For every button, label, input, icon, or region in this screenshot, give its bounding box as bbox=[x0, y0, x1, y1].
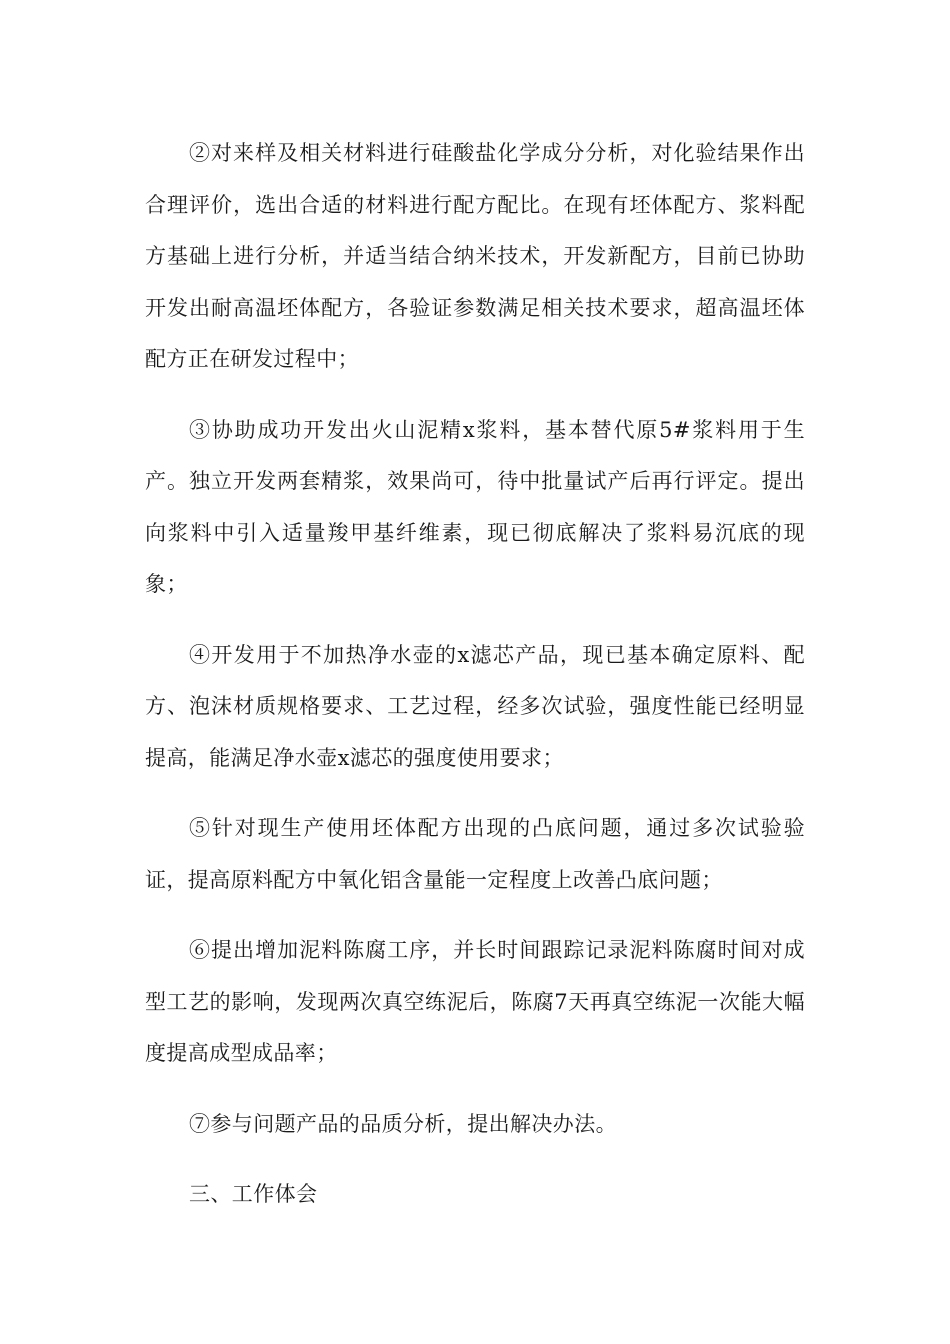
paragraph-item-2: ②对来样及相关材料进行硅酸盐化学成分分析，对化验结果作出合理评价，选出合适的材料进行配方配比。在现有坯体配方、浆料配方基础上进行分析，并适当结合纳米技术，开发新配方，目前已协助开发出耐高温坯体配方，各验证参数满足相关技术要求，超高温坯体配方正在研发过程中； bbox=[145, 141, 805, 371]
section-heading: 三、工作体会 bbox=[189, 1182, 318, 1206]
paragraph-item-7: ⑦参与问题产品的品质分析，提出解决办法。 bbox=[189, 1111, 617, 1136]
paragraph-item-5: ⑤针对现生产使用坯体配方出现的凸底问题，通过多次试验验证，提高原料配方中氧化铝含量能一定程度上改善凸底问题； bbox=[145, 816, 805, 892]
paragraph-item-6: ⑥提出增加泥料陈腐工序，并长时间跟踪记录泥料陈腐时间对成型工艺的影响，发现两次真空练泥后，陈腐7天再真空练泥一次能大幅度提高成型成品率； bbox=[145, 938, 805, 1065]
paragraph-item-3: ③协助成功开发出火山泥精x浆料，基本替代原5#浆料用于生产。独立开发两套精浆，效果尚可，待中批量试产后再行评定。提出向浆料中引入适量羧甲基纤维素，现已彻底解决了浆料易沉底的现象； bbox=[145, 417, 805, 596]
paragraph-item-4: ④开发用于不加热净水壶的x滤芯产品，现已基本确定原料、配方、泡沫材质规格要求、工艺过程，经多次试验，强度性能已经明显提高，能满足净水壶x滤芯的强度使用要求； bbox=[145, 642, 805, 770]
document-body bbox=[145, 128, 805, 1221]
